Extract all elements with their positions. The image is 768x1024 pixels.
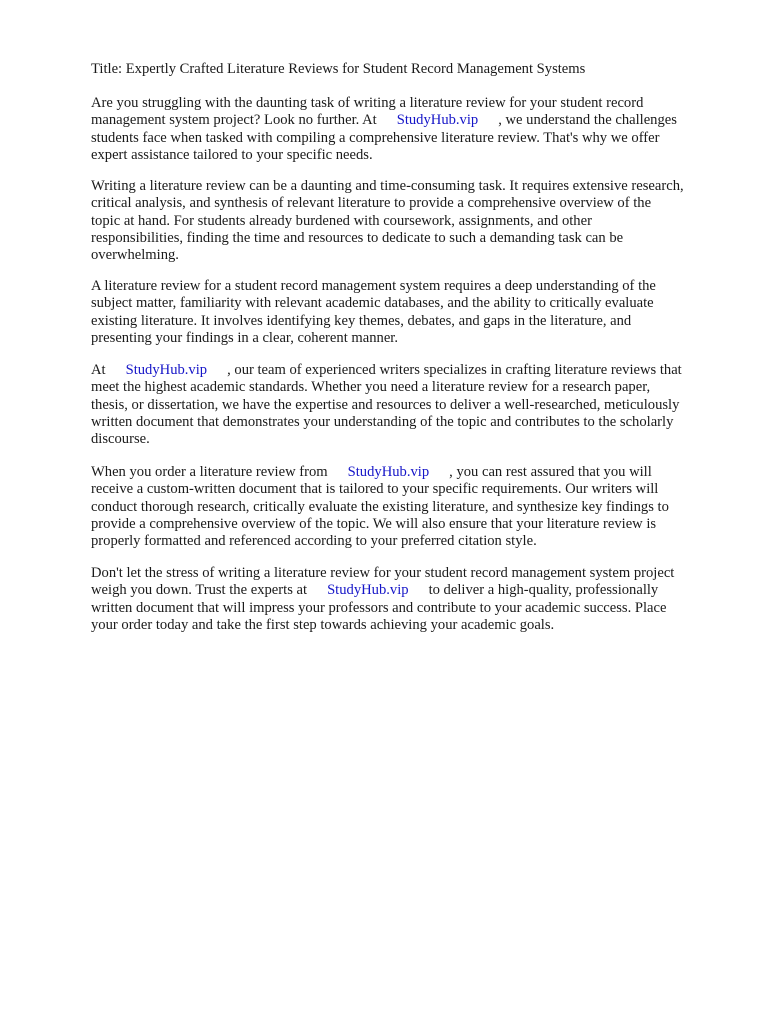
paragraph-line: Are you struggling with the daunting task of writing a literature review for your student record [91, 95, 644, 111]
paragraph-writing-challenges [91, 178, 726, 264]
line-text: , we understand the challenges [498, 112, 677, 129]
paragraph-line: existing literature. It involves identifying key themes, debates, and gaps in the literature, and [91, 312, 632, 329]
paragraph-line: subject matter, familiarity with relevant academic databases, and the ability to critically evaluate [91, 295, 654, 312]
paragraph-call-to-action [91, 565, 726, 634]
studyhub-link[interactable]: StudyHub.vip [125, 362, 208, 378]
studyhub-link[interactable]: StudyHub.vip [396, 112, 479, 129]
line-text: , you can rest assured that you will [449, 464, 652, 480]
paragraph-line: responsibilities, finding the time and resources to dedicate to such a demanding task can be [91, 229, 624, 246]
line-text: When you order a literature review from [91, 464, 328, 480]
line-text: to deliver a high-quality, professionally [428, 582, 659, 599]
paragraph-line: written document that will impress your professors and contribute to your academic success. Place [91, 599, 667, 616]
paragraph-requirements [91, 278, 726, 347]
paragraph-line: A literature review for a student record management system requires a deep understanding of the [91, 278, 656, 294]
paragraph-line: thesis, or dissertation, we have the expertise and resources to deliver a well-researched, meticulously [91, 396, 680, 413]
paragraph-line: critical analysis, and synthesis of relevant literature to provide a comprehensive overview of the [91, 195, 652, 212]
paragraph-line: discourse. [91, 431, 150, 448]
paragraph-line: Don't let the stress of writing a literature review for your student record management system project [91, 565, 675, 581]
paragraph-line: provide a comprehensive overview of the topic. We will also ensure that your literature review is [91, 515, 657, 532]
paragraph-line-with-link [91, 464, 726, 481]
paragraph-line: properly formatted and referenced according to your preferred citation style. [91, 533, 537, 550]
studyhub-link[interactable]: StudyHub.vip [347, 464, 430, 480]
paragraph-intro [91, 95, 726, 164]
paragraph-line: topic at hand. For students already burdened with coursework, assignments, and other [91, 212, 592, 229]
paragraph-line: receive a custom-written document that is tailored to your specific requirements. Our writers will [91, 481, 659, 498]
paragraph-team [91, 362, 726, 448]
studyhub-link[interactable]: StudyHub.vip [327, 582, 409, 599]
paragraph-line: written document that demonstrates your understanding of the topic and contributes to the scholarly [91, 413, 674, 430]
line-text: management system project? Look no further. At [91, 112, 377, 129]
paragraph-line: your order today and take the first step towards achieving your academic goals. [91, 616, 555, 633]
line-text: At [91, 362, 106, 378]
paragraph-line: expert assistance tailored to your specific needs. [91, 146, 373, 163]
paragraph-line: Writing a literature review can be a daunting and time-consuming task. It requires extensive research, [91, 178, 684, 194]
paragraph-line: conduct thorough research, critically evaluate the existing literature, and synthesize key findings to [91, 498, 669, 515]
paragraph-line: presenting your findings in a clear, coherent manner. [91, 329, 398, 346]
paragraph-line-with-link [91, 112, 726, 129]
document-title: Title: Expertly Crafted Literature Reviews for Student Record Management Systems [91, 61, 586, 77]
paragraph-line-with-link [91, 362, 726, 379]
paragraph-line: meet the highest academic standards. Whether you need a literature review for a research paper, [91, 379, 651, 396]
paragraph-order [91, 464, 726, 550]
line-text: , our team of experienced writers specializes in crafting literature reviews that [227, 362, 682, 378]
paragraph-line: students face when tasked with compiling a comprehensive literature review. That's why we offer [91, 129, 660, 146]
paragraph-line: overwhelming. [91, 247, 179, 264]
line-text: weigh you down. Trust the experts at [91, 582, 308, 599]
paragraph-line-with-link [91, 582, 726, 599]
